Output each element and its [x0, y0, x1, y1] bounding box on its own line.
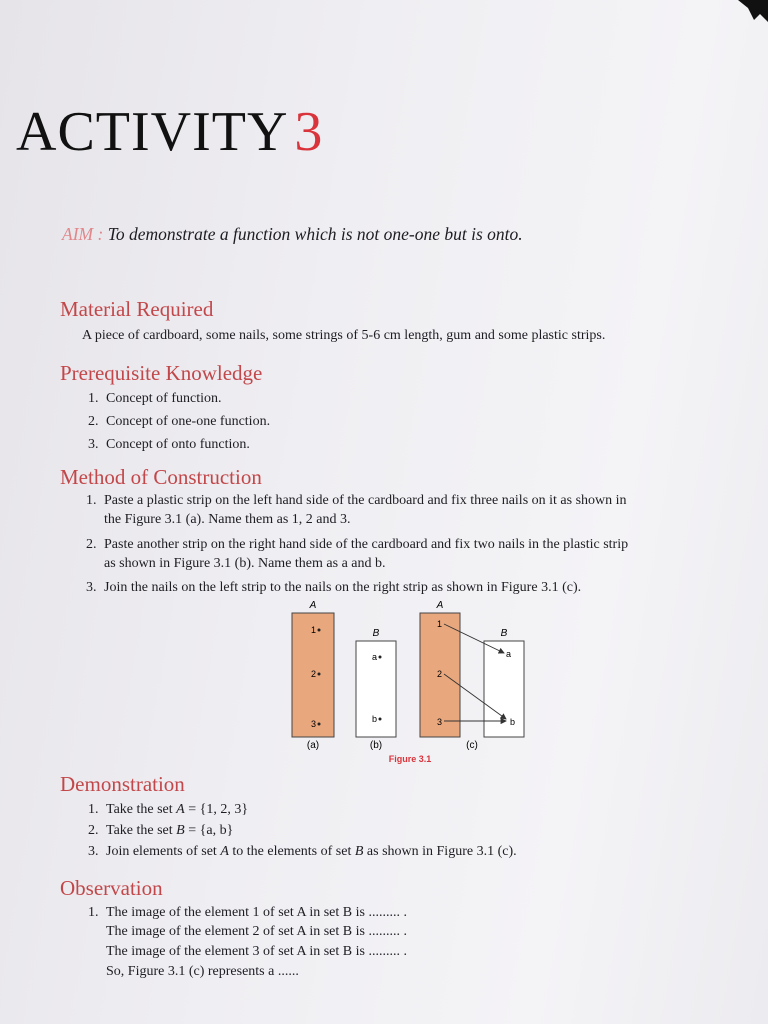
prereq-item: 3. Concept of onto function. — [88, 437, 250, 452]
aim-label: AIM : — [62, 224, 104, 244]
nail-1-label: 1 — [311, 625, 317, 635]
sublabel-c: (c) — [466, 740, 478, 751]
demo-item: 2. Take the set B = {a, b} — [88, 823, 234, 838]
method-item: 1. Paste a plastic strip on the left hand side of the cardboard and fix three nails on it as shown in the Figure 3.1 (a). Name them as 1, 2 and 3. — [86, 493, 627, 527]
label-set-a: A — [309, 600, 317, 611]
nail-1 — [318, 629, 321, 632]
nail-3 — [318, 723, 321, 726]
label-set-b: B — [372, 628, 380, 639]
demo-heading: Demonstration — [60, 772, 185, 796]
observation-heading: Observation — [60, 876, 163, 900]
sublabel-a: (a) — [306, 740, 320, 751]
nail-b-label: b — [372, 714, 378, 724]
nail-2 — [318, 673, 321, 676]
prereq-item: 1. Concept of function. — [88, 391, 222, 406]
nail-1-c-label: 1 — [437, 619, 443, 629]
label-set-a-c: A — [436, 600, 444, 611]
method-item: 2. Paste another strip on the right hand side of the cardboard and fix two nails in the plastic strip as shown in Figure 3.1 (b). Name them as a and b. — [86, 537, 629, 571]
label-set-b-c: B — [500, 628, 508, 639]
demo-item: 1. Take the set A = {1, 2, 3} — [88, 802, 249, 817]
aim-text: To demonstrate a function which is not one-one but is onto. — [107, 224, 523, 244]
sublabel-b: (b) — [369, 740, 383, 751]
page-corner-ink — [720, 0, 768, 26]
figure-caption: Figure 3.1 — [388, 754, 432, 764]
observation-line: The image of the element 2 of set A in set B is ......... . — [106, 924, 407, 939]
nail-2-label: 2 — [311, 669, 317, 679]
figure-3-1 — [280, 596, 540, 772]
nail-2-c-label: 2 — [437, 669, 443, 679]
method-item: 3. Join the nails on the left strip to the nails on the right strip as shown in Figure 3.1 (c). — [86, 580, 582, 595]
method-heading: Method of Construction — [60, 465, 262, 489]
prereq-item: 2. Concept of one-one function. — [88, 414, 271, 429]
observation-line: 1. The image of the element 1 of set A in set B is ......... . — [88, 905, 407, 920]
material-text: A piece of cardboard, some nails, some strings of 5-6 cm length, gum and some plastic strips. — [82, 328, 606, 343]
nail-b-c-label: b — [510, 717, 516, 727]
observation-line: So, Figure 3.1 (c) represents a ...... — [106, 964, 299, 979]
nail-a — [379, 656, 382, 659]
nail-3-c-label: 3 — [437, 717, 443, 727]
strip-b-c — [484, 641, 524, 737]
nail-a-label: a — [372, 652, 378, 662]
nail-b — [379, 718, 382, 721]
nail-3-label: 3 — [311, 719, 317, 729]
title-word: ACTIVITY — [16, 101, 289, 163]
activity-title — [16, 100, 323, 164]
demo-item: 3. Join elements of set A to the elements of set B as shown in Figure 3.1 (c). — [88, 844, 517, 859]
material-heading: Material Required — [60, 297, 214, 321]
observation-line: The image of the element 3 of set A in set B is ......... . — [106, 944, 407, 959]
prereq-heading: Prerequisite Knowledge — [60, 361, 263, 385]
aim-line — [62, 224, 523, 245]
nail-a-c-label: a — [506, 649, 512, 659]
title-number: 3 — [294, 101, 324, 163]
